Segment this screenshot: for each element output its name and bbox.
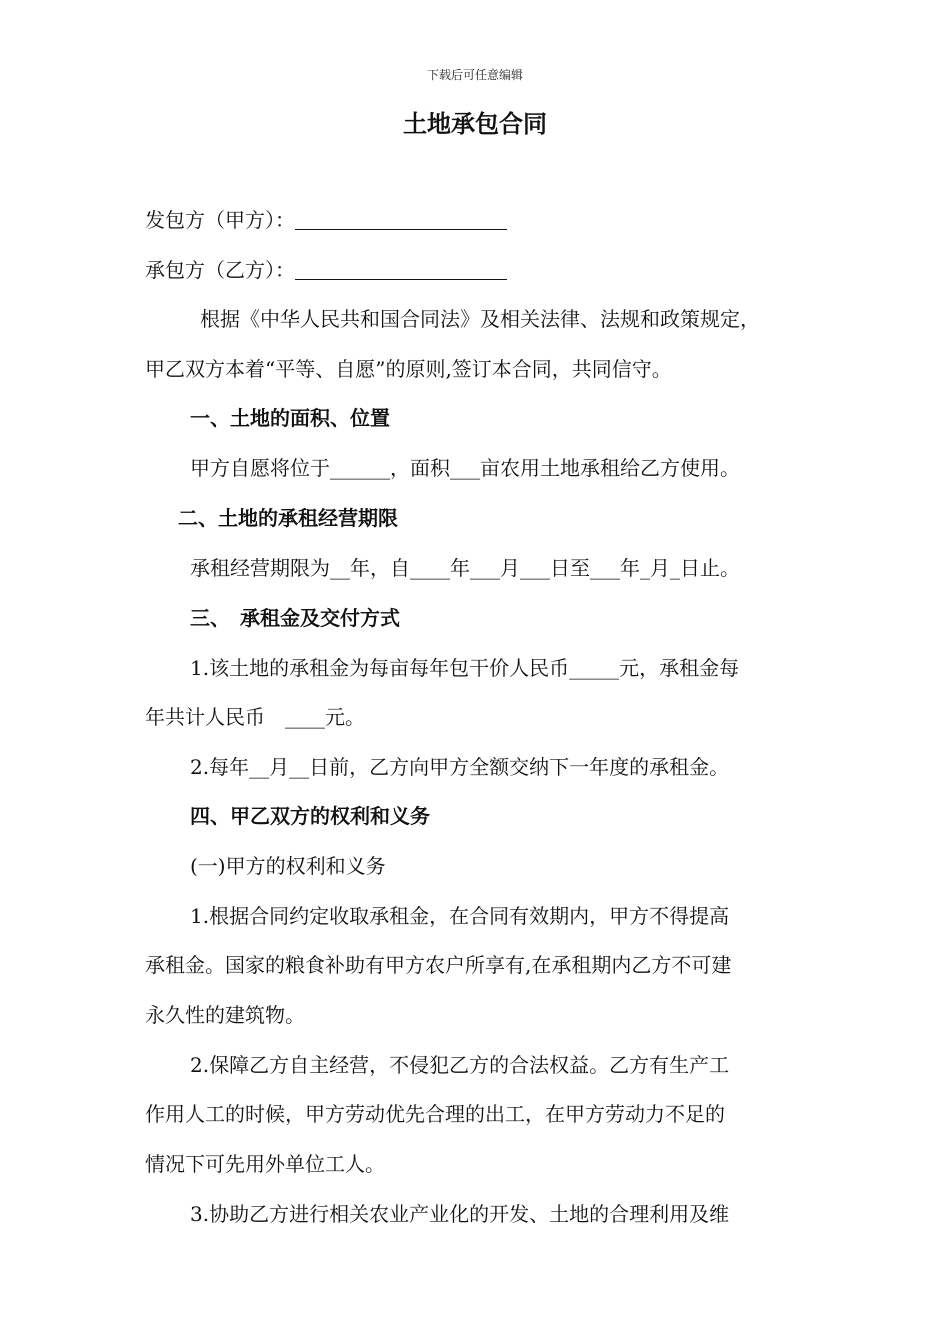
- section-4-item-3-line-1: 3.协助乙方进行相关农业产业化的开发、土地的合理利用及维: [190, 1202, 730, 1226]
- section-3-heading: 三、 承租金及交付方式: [190, 606, 400, 630]
- section-4-item-1-line-1: 1.根据合同约定收取承租金，在合同有效期内，甲方不得提高: [190, 904, 730, 928]
- section-3-item-2: 2.每年__月__日前，乙方向甲方全额交纳下一年度的承租金。: [190, 755, 730, 779]
- section-4-item-1-line-3: 永久性的建筑物。: [145, 1003, 305, 1027]
- section-3-item-1-line-2: 年共计人民币 ____元。: [145, 705, 365, 729]
- document-title: 土地承包合同: [403, 110, 547, 138]
- party-b-label: 承包方（乙方）：: [145, 258, 295, 282]
- section-4-heading: 四、甲乙双方的权利和义务: [190, 804, 430, 828]
- preamble-line-1: 根据《中华人民共和国合同法》及相关法律、法规和政策规定，: [200, 307, 760, 331]
- section-1-heading: 一、土地的面积、位置: [190, 406, 390, 430]
- section-4-item-2-line-1: 2.保障乙方自主经营，不侵犯乙方的合法权益。乙方有生产工: [190, 1053, 730, 1077]
- section-4-item-1-line-2: 承租金。国家的粮食补助有甲方农户所享有,在承租期内乙方不可建: [145, 953, 732, 977]
- header-note: 下载后可任意编辑: [426, 68, 523, 82]
- party-b-line: [145, 256, 507, 284]
- party-b-blank: [295, 259, 507, 280]
- section-3-item-1-line-1: 1.该土地的承租金为每亩每年包干价人民币_____元，承租金每: [190, 656, 740, 680]
- section-4-item-2-line-3: 情况下可先用外单位工人。: [145, 1152, 385, 1176]
- section-2-heading: 二、土地的承租经营期限: [178, 506, 398, 530]
- section-2-text: 承租经营期限为__年，自____年___月___日至___年_月_日止。: [190, 556, 740, 580]
- party-a-line: [145, 206, 507, 234]
- section-1-text: 甲方自愿将位于______，面积___亩农用土地承租给乙方使用。: [190, 456, 740, 480]
- section-4-sub-1: (一)甲方的权利和义务: [190, 854, 386, 878]
- section-4-item-2-line-2: 作用人工的时候，甲方劳动优先合理的出工，在甲方劳动力不足的: [145, 1102, 725, 1126]
- party-a-blank: [295, 209, 507, 230]
- preamble-line-2: 甲乙双方本着“平等、自愿”的原则,签订本合同，共同信守。: [145, 357, 672, 381]
- party-a-label: 发包方（甲方）：: [145, 208, 295, 232]
